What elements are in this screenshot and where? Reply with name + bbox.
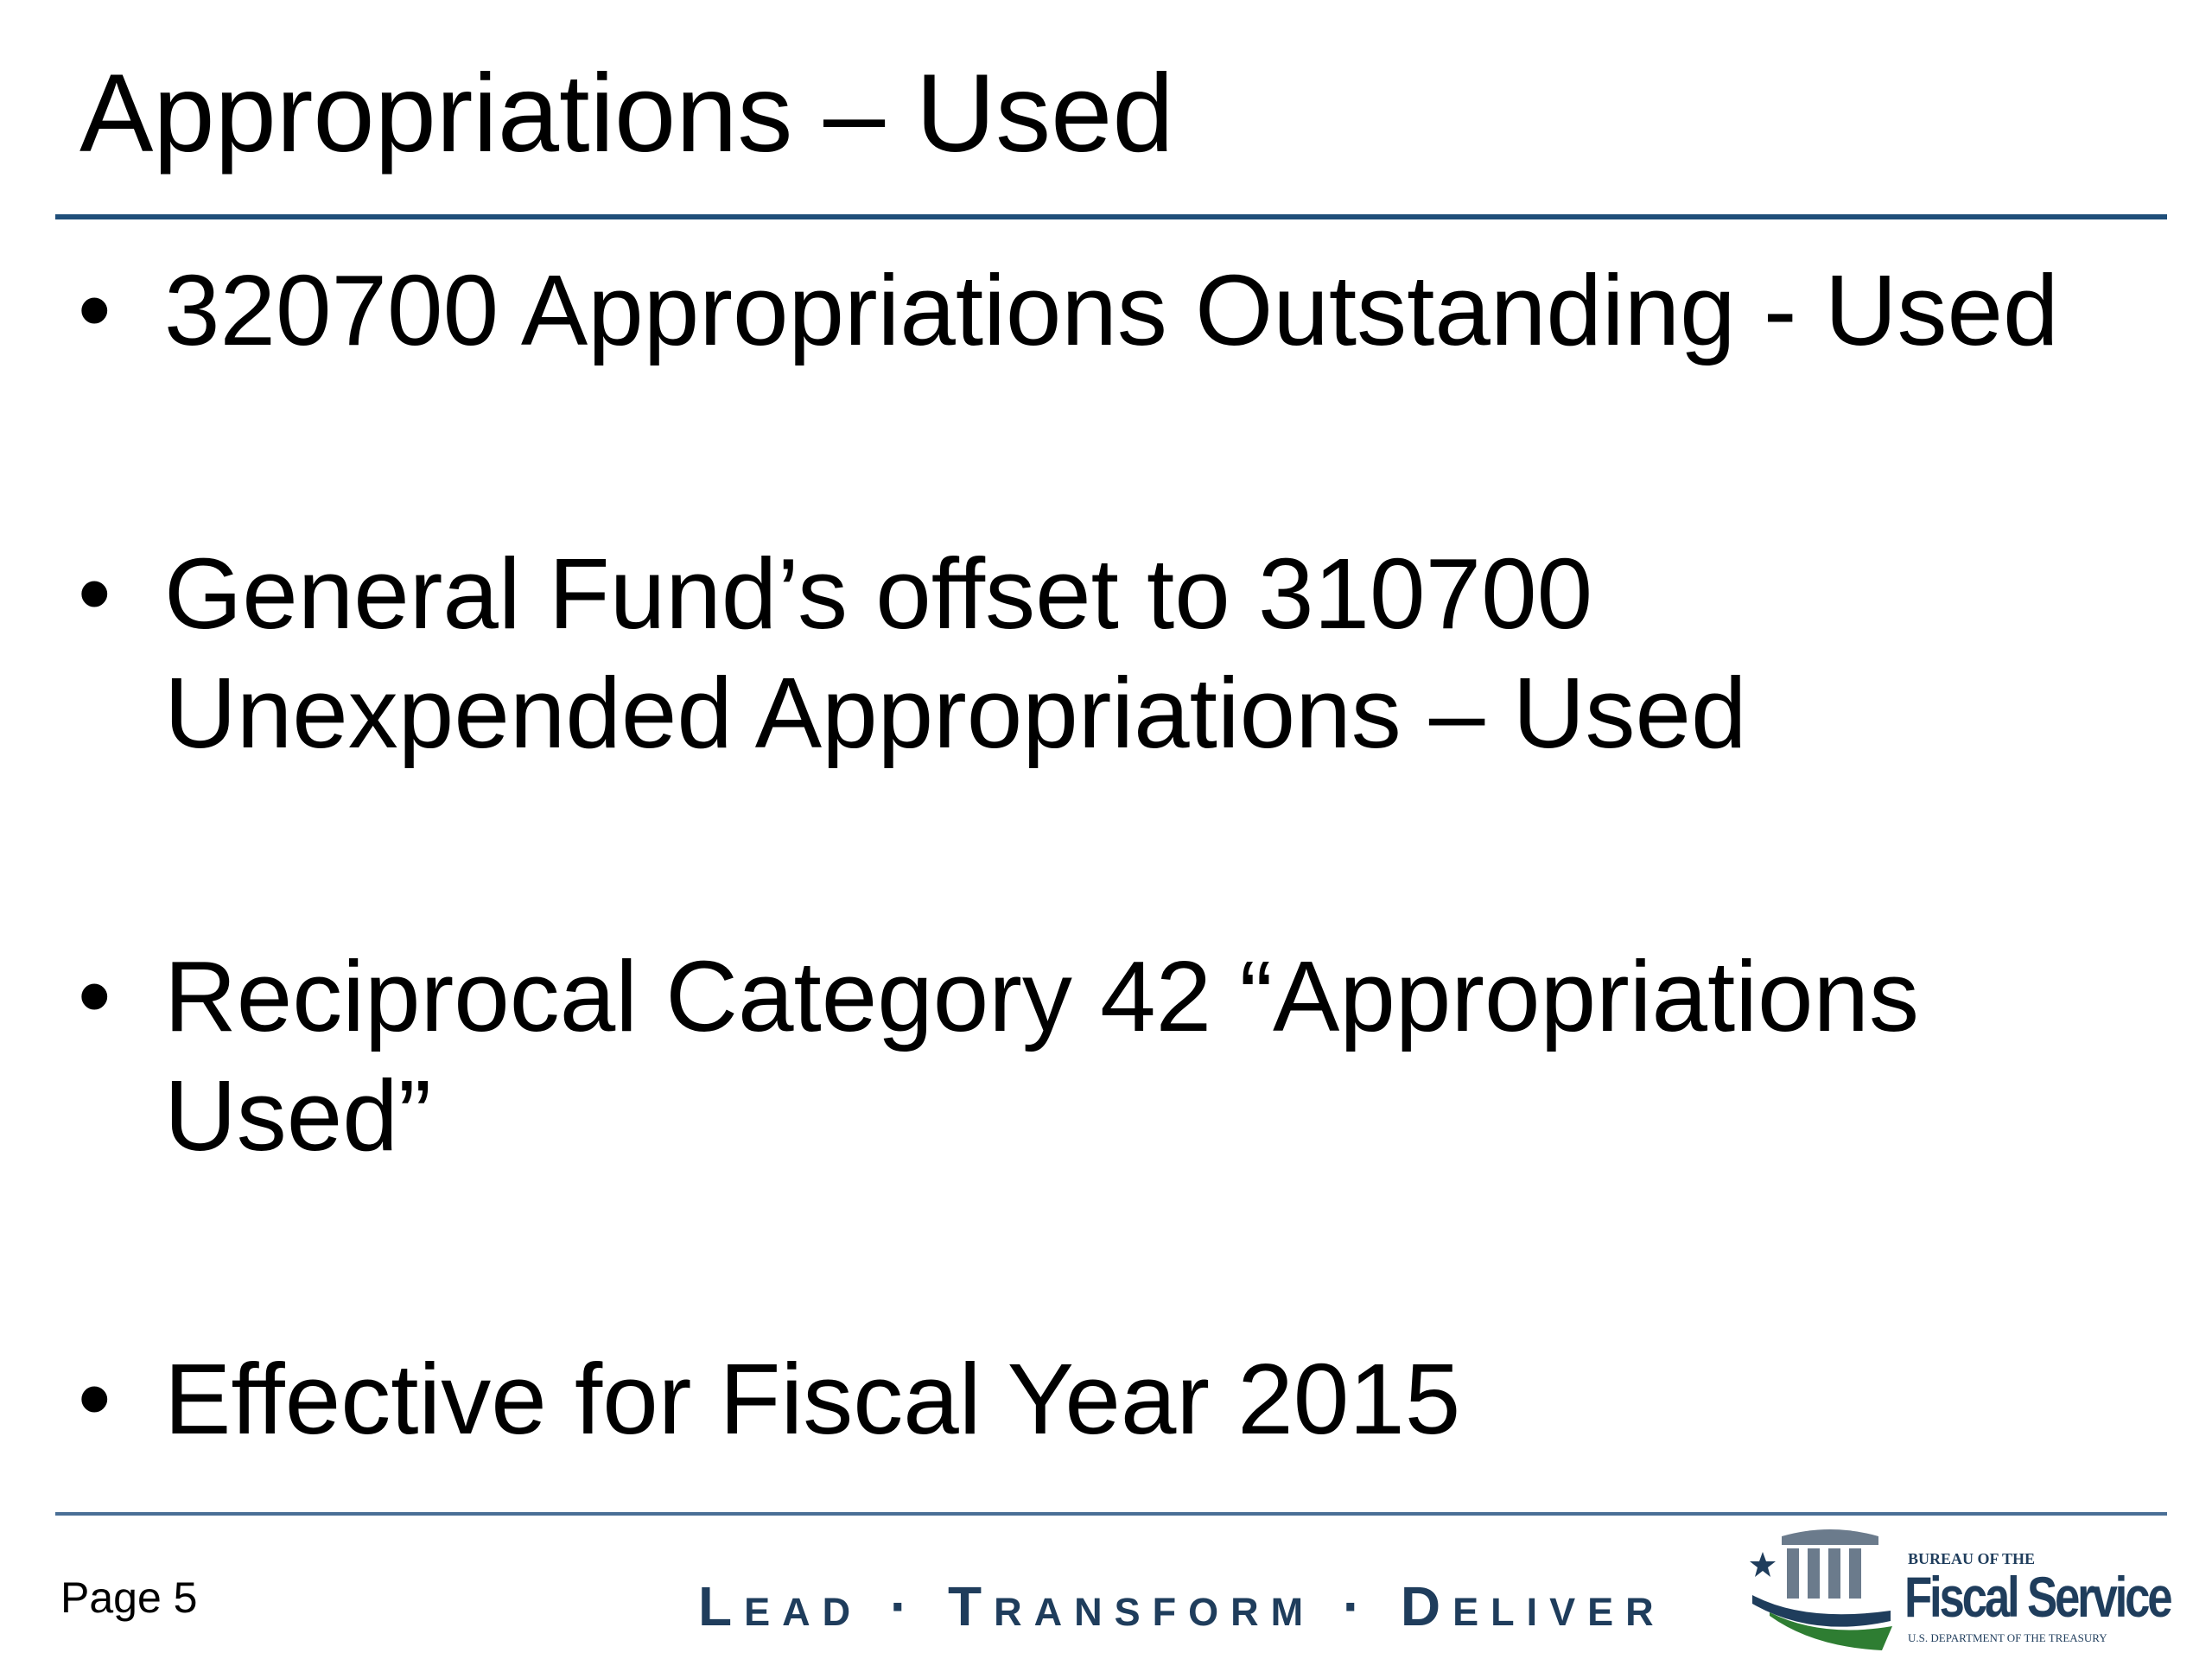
page-number: Page 5 bbox=[60, 1573, 198, 1622]
bullet-list bbox=[78, 251, 2152, 1459]
bullet-text: General Fund’s offset to 310700 Unexpended Appropriations – Used bbox=[164, 537, 1747, 769]
title-divider bbox=[55, 214, 2167, 219]
bullet-text: Reciprocal Category 42 “Appropriations Used” bbox=[164, 940, 1920, 1172]
footer-divider bbox=[55, 1512, 2167, 1516]
bullet-text: Effective for Fiscal Year 2015 bbox=[164, 1343, 1461, 1455]
fiscal-service-logo bbox=[1744, 1521, 2176, 1655]
slide-title: Appropriations – Used bbox=[79, 52, 1174, 175]
tagline: Lead · Transform · Deliver bbox=[698, 1575, 1666, 1637]
bullet-item bbox=[78, 534, 2152, 772]
bullet-icon: • bbox=[78, 257, 111, 363]
logo-name-text: Fiscal Service bbox=[1904, 1565, 2171, 1629]
logo-bureau-text: BUREAU OF THE bbox=[1908, 1550, 2036, 1567]
bullet-text: 320700 Appropriations Outstanding - Used bbox=[164, 254, 2059, 366]
bullet-item bbox=[78, 1339, 2152, 1459]
treasury-building-icon bbox=[1744, 1521, 1908, 1655]
logo-department-text: U.S. DEPARTMENT OF THE TREASURY bbox=[1908, 1631, 2107, 1644]
bullet-item bbox=[78, 251, 2152, 370]
bullet-icon: • bbox=[78, 540, 111, 646]
bullet-item bbox=[78, 937, 2152, 1175]
bullet-icon: • bbox=[78, 943, 111, 1049]
bullet-icon: • bbox=[78, 1345, 111, 1452]
